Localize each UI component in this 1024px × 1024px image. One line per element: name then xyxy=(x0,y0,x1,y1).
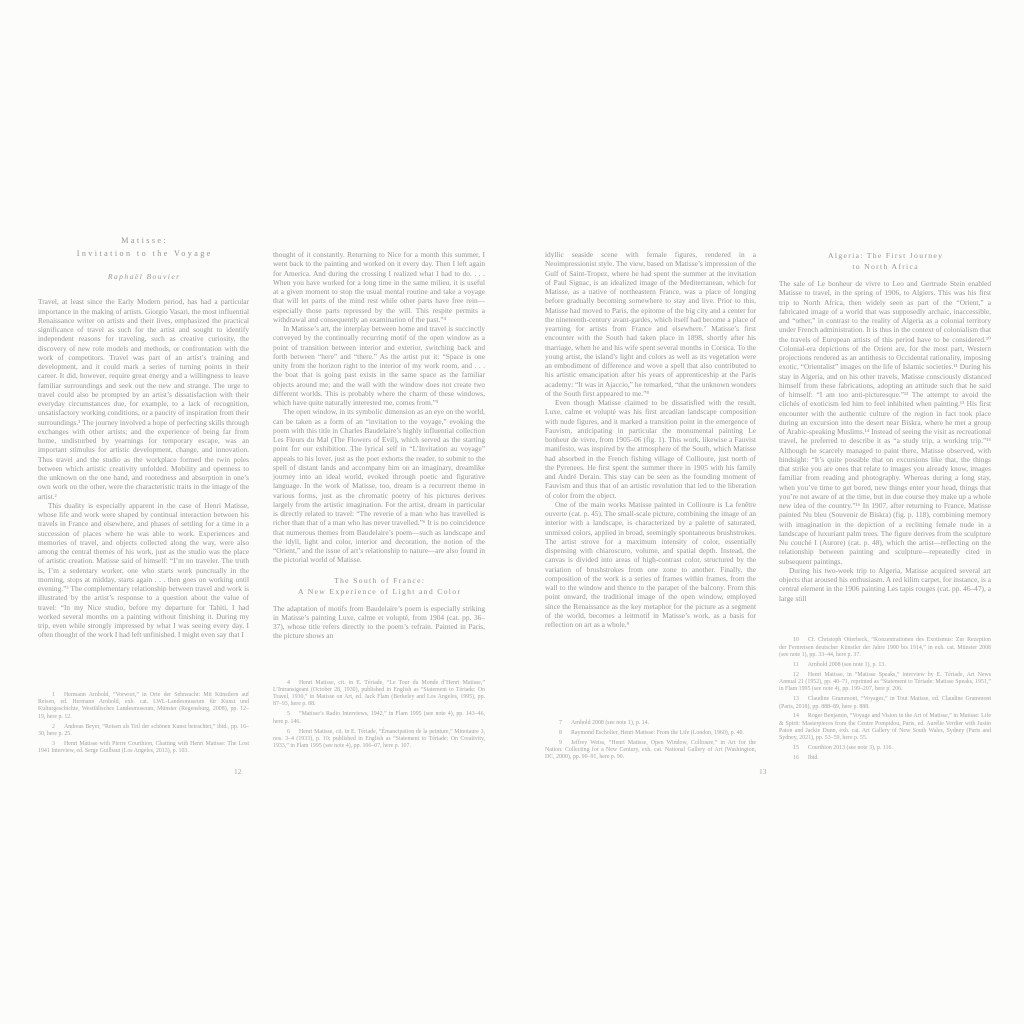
section-heading-line-1: Algeria: The First Journey xyxy=(828,251,944,260)
footnote xyxy=(779,755,991,762)
footnote-text: Arnhold 2008 (see note 1), p. 13. xyxy=(807,661,886,668)
paragraph: idyllic seaside scene with female figures, rendered in a Neoimpressionist style. The view, based on Matisse’s impression of the Gulf of Saint-Tropez, where he had spent the summer at the invitation of Paul Signac, is an idealized image of the Mediterranean, which for Matisse, as a native of northeastern France, was a place of longing before gradually becoming somewhere to stay and live. Prior to this, Matisse had moved to Paris, the epitome of the big city and a center for the nineteenth-century avant-gardes, which itself had become a place of yearning for artists from France and elsewhere.⁷ Matisse’s first encounter with the South had taken place in 1898, shortly after his marriage, when he and his wife spent several months in Corsica. To the young artist, the island’s light and colors as well as its vegetation were an embodiment of difference and wove a spell that also contributed to his artistic emancipation after his years of apprenticeship at the Paris academy: “It was in Ajaccio,” he remarked, “that the unknown wonders of the South first appeared to me.”⁸ xyxy=(545,250,756,398)
footnote-number: 6 xyxy=(287,728,290,735)
footnote-number: 16 xyxy=(793,755,799,762)
paragraph: During his two-week trip to Algeria, Matisse acquired several art objects that aroused his enthusiasm. A red kilim carpet, for instance, is a central element in the 1906 painting Les tapis rouges (cat. pp. 46–47), a large still xyxy=(779,565,991,603)
footnote xyxy=(779,745,991,752)
paragraph: Travel, at least since the Early Modern period, has had a particular importance in the making of artists. Giorgio Vasari, the most influential Renaissance writer on artists and their lives, emphasized the practical significance of travel as such for the artist and sought to identify independent reasons for traveling, such as creative curiosity, the discovery of new role models and methods, or confrontation with the work of competitors. Travel was part of an artist’s training and development, and it could mark a series of turning points in their career. It did, however, require great energy and a willingness to leave familiar surroundings and seek out the new and strange. The urge to travel could also be prompted by an artist’s dissatisfaction with their everyday circumstances due, for example, to a lack of recognition, unsatisfactory working conditions, or a paucity of inspiration from their surroundings.¹ The journey involved a hope of perfecting skills through exchanges with other artists; and the experience of being far from home, undisturbed by yearnings for temporary escape, was an important stimulus for artistic development, change, and innovation. Thus travel and the studio as the workplace formed the twin poles between which artistic creativity unfolded. Mobility and openness to the unknown on the one hand, and rootedness and absorption in one’s own work on the other, were the characteristic traits in the image of the artist.² xyxy=(38,297,249,501)
footnote-number: 2 xyxy=(52,723,55,730)
footnote-number: 14 xyxy=(793,713,799,720)
footnote xyxy=(38,692,249,721)
section-heading-algeria xyxy=(779,250,991,272)
body-text xyxy=(38,297,249,639)
footnote xyxy=(545,720,756,727)
footnote-number: 4 xyxy=(287,679,290,686)
body-text xyxy=(545,250,756,629)
paragraph: The open window, in its symbolic dimension as an eye on the world, can be taken as a form of an “invitation to the voyage,” evoking the poem with this title in Charles Baudelaire’s highly influential collection Les Fleurs du Mal (The Flowers of Evil), which served as the starting point for our exhibition. The lyrical self in “L’Invitation au voyage” appeals to his lover, just as the poet exhorts the reader, to submit to the spell of distant lands and accompany him on an imaginary, dreamlike journey into an ideal world, evoked through poetic and figurative language. In the work of Matisse, too, dream is a recurrent theme in various forms, just as the chromatic poetry of his pictures derives largely from the artistic imagination. For the artist, dream in particular is directly related to travel: “The reverie of a man who has travelled is richer than that of a man who has never travelled.”⁶ It is no coincidence that numerous themes from Baudelaire’s poem—such as landscape and the idyll, light and color, interior and decoration, the notion of the “Orient,” and the issue of art’s relationship to nature—are also found in the pictorial world of Matisse. xyxy=(273,407,485,565)
footnote-text: Courthion 2013 (see note 3), p. 116. xyxy=(807,745,893,752)
section-heading-line-2: to North Africa xyxy=(852,262,919,271)
footnote xyxy=(545,740,756,762)
footnote xyxy=(779,662,991,669)
footnote-text: Claudine Grammont, “Voyages,” in Tout Matisse, ed. Claudine Grammont (Paris, 2018), pp. 888–89, here p. 888. xyxy=(779,696,991,710)
footnote-number: 13 xyxy=(793,696,799,703)
paragraph: The sale of Le bonheur de vivre to Leo and Gertrude Stein enabled Matisse to travel, in the spring of 1906, to Algiers. This was his first trip to North Africa, then widely seen as part of the “Orient,” a fabricated image of a world that was supposedly archaic, inaccessible, and “other,” in contrast to the reality of Algeria as a colonial territory under French administration. It is thus in the context of colonialism that the travels of European artists of this period have to be considered.¹⁰ Colonial-era depictions of the Orient are, for the most part, Western projections rendered as an antithesis to Occidental rationality, imposing exotic, “Orientalist” images on the life of Islamic societies.¹¹ During his stay in Algeria, and on his other travels, Matisse consciously distanced himself from these fabrications, adopting an attitude such that he said of himself: “I am too anti-picturesque.”¹² The attempt to avoid the clichés of exoticism led him to feel inhibited when painting.¹³ His first encounter with the authentic culture of the region in fact took place during an excursion into the desert near Biskra, where he met a group of Arabic-speaking Muslims.¹⁴ Instead of seeing the visit as recreational travel, he preferred to describe it as “a study trip, a working trip.”¹⁵ Although he scarcely managed to paint there, Matisse observed, with hindsight: “It’s quite possible that on excursions like that, the things that strike you are ones that relate to images you already know, images familiar from reading and photography. Whereas during a long stay, when you’ve time to get bored, new things enter your head, things that you’re not aware of at the time, but in due course they make up a whole new idea of the country.”¹⁶ In 1907, after returning to France, Matisse painted Nu bleu (Souvenir de Biskra) (fig. p. 118), combining memory with imagination in the depiction of a reclining female nude in a landscape of luxuriant palm trees. The figure derives from the sculpture Nu couché I (Aurore) (cat. p. 48), which the artist—reflecting on the relationship between painting and sculpture—repeatedly cited in subsequent paintings. xyxy=(779,279,991,566)
footnote xyxy=(779,672,991,694)
footnote xyxy=(779,713,991,742)
footnote xyxy=(273,729,485,751)
footnote-text: Raymond Escholier, Henri Matisse: From the Life (London, 1960), p. 40. xyxy=(570,729,744,736)
page-number-left: 12 xyxy=(234,767,242,776)
footnotes-block xyxy=(779,625,991,765)
footnote-number: 10 xyxy=(793,637,799,644)
paragraph: This duality is especially apparent in the case of Henri Matisse, whose life and work were shaped by continual interaction between his travels in France and elsewhere, and phases of settling for a time in a succession of places where he was able to work. Experiences and memories of travel, and objects collected along the way, were also among the central themes of his work, just as the studio was the place of artistic creation. Matisse said of himself: “I’m no traveler. The truth is, I’m a sedentary worker, one who starts work punctually in the morning, stops at midday, starts again . . . then goes on working until evening.”³ The complementary relationship between travel and work is illustrated by the artist’s response to a question about the value of travel: “In my Nice studio, before my departure for Tahiti, I had worked several months on a painting without finishing it. During my trip, even while strongly impressed by what I was seeing every day, I often thought of the work I had left unfinished. I might even say that I xyxy=(38,500,249,640)
footnote xyxy=(779,637,991,659)
footnote-number: 15 xyxy=(793,745,799,752)
footnote-number: 8 xyxy=(559,729,562,736)
footnote-text: Henri Matisse, in “Matisse Speaks,” interview by E. Tériade, Art News Annual 21 (1952), pp. 40–71, reprinted as “Statement to Tériade: Matisse Speaks, 1951,” in Flam 1995 (see note 4), pp. 199–207, here p. 206. xyxy=(779,671,991,693)
footnote-text: Henri Matisse, cit. in E. Tériade, “Le Tour du Monde d’Henri Matisse,” L’Intransigeant (October 28, 1930), published in English as “Statement to Tériade: On Travel, 1930,” in Matisse on Art, ed. Jack Flam (Berkeley and Los Angeles, 1995), pp. 87–93, here p. 88. xyxy=(273,679,485,708)
footnote xyxy=(273,711,485,726)
footnote xyxy=(779,696,991,711)
footnotes-block xyxy=(545,708,756,764)
footnote-number: 7 xyxy=(559,719,562,726)
article-title-line-1: Matisse: xyxy=(121,236,169,245)
footnote-number: 11 xyxy=(793,661,799,668)
paragraph: Even though Matisse claimed to be dissatisfied with the result, Luxe, calme et volupté was his first arcadian landscape composition with nude figures, and it marked a transition point in the emergence of Fauvism, anticipating in particular the monumental painting Le bonheur de vivre, from 1905–06 (fig. 1). This work, likewise a Fauvist manifesto, was inspired by the atmosphere of the South, which Matisse had absorbed in the French fishing village of Collioure, just north of the Pyrenees. He first spent the summer there in 1905 with his family and André Derain. This stay can be seen as the founding moment of Fauvism and thus that of an artistic revolution that led to the liberation of color from the object. xyxy=(545,398,756,500)
body-text xyxy=(273,250,485,641)
footnote-text: Jeffrey Weiss, “Henri Matisse, Open Window, Collioure,” in Art for the Nation: Collecting for a New Century, exh. cat. National Gallery of Art (Washington, DC, 2000), pp. 90–91, here p. 90. xyxy=(545,739,756,761)
footnote-number: 1 xyxy=(52,691,55,698)
footnote-number: 5 xyxy=(287,711,290,718)
footnote xyxy=(38,724,249,739)
body-text xyxy=(779,250,991,603)
paragraph: In Matisse’s art, the interplay between home and travel is succinctly conveyed by the continually recurring motif of the open window as a point of transition between interior and exterior, switching back and forth between “here” and “there.” As the artist put it: “Space is one unity from the horizon right to the interior of my work room, and . . . the boat that is going past exists in the same space as the familiar objects around me; and the wall with the window does not create two different worlds. This is probably where the charm of these windows, which have quite naturally interested me, comes from.”⁵ xyxy=(273,324,485,407)
footnote-text: Andreas Beyer, “Reisen als Teil der schönen Kunst betrachtet,” ibid., pp. 16–30, here p. 25. xyxy=(38,723,249,737)
section-heading-line-1: The South of France: xyxy=(334,575,426,585)
paragraph: One of the main works Matisse painted in Collioure is La fenêtre ouverte (cat. p. 45). The small-scale picture, combining the image of an interior with a landscape, is characterized by a palette of saturated, unmixed colors, applied in broad, seemingly spontaneous brushstrokes. The artist strove for a maximum intensity of color, essentially dispensing with chiaroscuro, volume, and spatial depth. Instead, the canvas is divided into areas of high-contrast color, structured by the variation of brushstrokes from one zone to another. Finally, the composition of the work is a series of frames within frames, from the wall to the window and thence to the parapet of the balcony. From this point onward, the traditional image of the open window, employed since the Renaissance as the key metaphor for the picture as a segment of the world, becomes a leitmotif in Matisse’s work, as a basis for reflection on art as a whole.⁹ xyxy=(545,499,756,629)
footnote-number: 9 xyxy=(559,739,562,746)
footnote-number: 12 xyxy=(793,671,799,678)
footnotes-block xyxy=(273,668,485,753)
left-page-column-1 xyxy=(38,234,249,758)
left-page-column-2 xyxy=(273,250,485,753)
footnote xyxy=(273,680,485,709)
section-heading-south-of-france xyxy=(273,575,485,597)
footnote-text: Cf. Christoph Otterbeck, “Konzentrationen des Exotismus: Zur Rezeption der Fernreisen deutscher Künstler der Jahre 1900 bis 1914,” in exh. cat. Münster 2008 (see note 1), pp. 33–44, here p. 37. xyxy=(779,637,991,658)
footnote-text: “Matisse’s Radio Interviews, 1942,” in Flam 1995 (see note 4), pp. 143–46, here p. 146. xyxy=(273,711,485,725)
footnote-text: Henri Matisse, cit. in E. Tériade, “Émancipation de la peinture,” Minotaure 3, nos. 3–4 (1933), p. 10; published in English as “Statement to Tériade: On Creativity, 1933,” in Flam 1995 (see note 4), pp. 106–07, here p. 107. xyxy=(273,728,485,750)
article-author: Raphaël Bouvier xyxy=(107,272,181,281)
footnote-text: Hermann Arnhold, “Vorwort,” in Orte der Sehnsucht: Mit Künstlern auf Reisen, ed. Hermann Arnhold, exh. cat. LWL-Landesmuseum für Kunst und Kulturgeschichte, Westfälisches Landesmuseum, Münster (Regensburg, 2008), pp. 12–19, here p. 12. xyxy=(38,691,249,720)
article-title-line-2: Invitation to the Voyage xyxy=(76,249,213,258)
article-header xyxy=(38,234,249,297)
section-heading-line-2: A New Experience of Light and Color xyxy=(298,586,462,596)
footnote xyxy=(38,741,249,756)
footnote-text: Henri Matisse with Pierre Courthion, Chatting with Henri Matisse: The Lost 1941 Interview, ed. Serge Guilbaut (Los Angeles, 2013), p. 103. xyxy=(38,740,249,755)
paragraph: The adaptation of motifs from Baudelaire’s poem is especially striking in Matisse’s painting Luxe, calme et volupté, from 1904 (cat. pp. 36–37), whose title refers directly to the poem’s refrain. Painted in Paris, the picture shows an xyxy=(273,603,485,641)
footnote xyxy=(545,730,756,737)
page-number-right: 13 xyxy=(759,767,767,776)
footnote-text: Arnhold 2008 (see note 1), p. 14. xyxy=(570,719,649,726)
footnote-text: Ibid. xyxy=(807,755,819,762)
footnotes-block xyxy=(38,680,249,758)
footnote-number: 3 xyxy=(52,740,55,747)
right-page-column-1 xyxy=(545,250,756,764)
right-page-column-2 xyxy=(779,250,991,765)
footnote-text: Roger Benjamin, “Voyage and Vision in the Art of Matisse,” in Matisse: Life & Spirit: Masterpieces from the Centre Pompidou, Paris, ed. Aurélie Verdier with Justin Paton and Jackie Dunn, exh. cat. Art Gallery of New South Wales, Sydney (Paris and Sydney, 2021), pp. 53–59, here p. 55. xyxy=(779,713,991,742)
paragraph: thought of it constantly. Returning to Nice for a month this summer, I went back to the painting and worked on it every day. Then I left again for America. And during the crossing I realized what I had to do. . . . When you have worked for a long time in the same milieu, it is useful at a given moment to stop the usual mental routine and take a voyage that will let parts of the mind rest while other parts have free rein—especially those parts repressed by the will. This respite permits a withdrawal and consequently an examination of the past.”⁴ xyxy=(273,250,485,324)
